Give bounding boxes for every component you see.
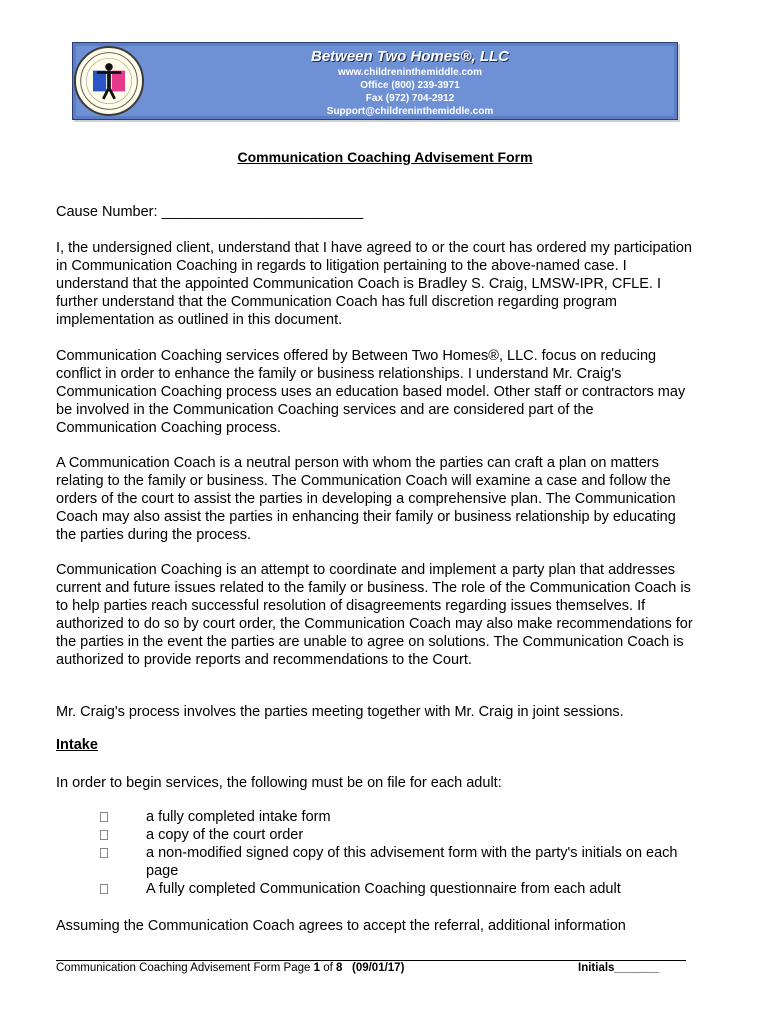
list-item bbox=[100, 880, 700, 898]
intake-heading: Intake bbox=[56, 737, 98, 753]
paragraph-joint-sessions: Mr. Craig's process involves the parties meeting together with Mr. Craig in joint sessions. bbox=[56, 704, 624, 720]
list-item bbox=[100, 844, 700, 880]
checkbox-icon[interactable] bbox=[100, 830, 108, 840]
cause-number-field[interactable]: Cause Number: _________________________ bbox=[56, 204, 364, 220]
checkbox-icon[interactable] bbox=[100, 812, 108, 822]
checkbox-icon[interactable] bbox=[100, 884, 108, 894]
initials-field[interactable]: Initials_______ bbox=[578, 962, 660, 974]
list-item-label: a non-modified signed copy of this advisement form with the party's initials on each page bbox=[146, 845, 678, 879]
intake-intro: In order to begin services, the following must be on file for each adult: bbox=[56, 775, 502, 791]
footer-page-total: 8 bbox=[335, 962, 343, 974]
company-website[interactable]: www.childreninthemiddle.com bbox=[337, 67, 483, 78]
list-item bbox=[100, 826, 700, 844]
footer-page-of: of bbox=[320, 962, 336, 974]
footer-divider bbox=[56, 960, 686, 961]
footer-form-name: Communication Coaching Advisement Form Page bbox=[56, 962, 314, 974]
footer-page-current: 1 bbox=[313, 962, 320, 974]
list-item-label: A fully completed Communication Coaching questionnaire from each adult bbox=[146, 881, 621, 897]
intake-checklist bbox=[100, 808, 700, 898]
paragraph-coaching-definition: Communication Coaching is an attempt to coordinate and implement a party plan that addresses current and future issues related to the family or business. The role of the Communication Coach is to help parties reach successful resolution of disagreements regarding issues themselves. If authorized to do so by court order, the Communication Coach may also make recommendations for the parties in the event the parties are unable to agree on solutions. The Communication Coach is authorized to provide reports and recommendations to the Court. bbox=[56, 562, 693, 668]
closing-paragraph: Assuming the Communication Coach agrees to accept the referral, additional information bbox=[56, 918, 626, 934]
list-item-label: a fully completed intake form bbox=[146, 809, 331, 825]
paragraph-agreement: I, the undersigned client, understand that I have agreed to or the court has ordered my participation in Communication Coaching in regards to litigation pertaining to the above-named case. I understand that the appointed Communication Coach is Bradley S. Craig, LMSW-IPR, CFLE. I further understand that the Communication Coach has full discretion regarding program implementation as outlined in this document. bbox=[56, 240, 692, 328]
company-office-phone: Office (800) 239-3971 bbox=[360, 80, 460, 91]
page-footer bbox=[56, 962, 404, 974]
paragraph-coach-role: A Communication Coach is a neutral person with whom the parties can craft a plan on matters relating to the family or business. The Communication Coach will examine a case and follow the orders of the court to assist the parties in developing a comprehensive plan. The Communication Coach may also assist the parties in enhancing their family or business relationship by educating the parties during the process. bbox=[56, 455, 676, 543]
company-email[interactable]: Support@childreninthemiddle.com bbox=[326, 106, 494, 117]
list-item-label: a copy of the court order bbox=[146, 827, 304, 843]
company-name: Between Two Homes®, LLC bbox=[310, 48, 510, 65]
paragraph-services: Communication Coaching services offered by Between Two Homes®, LLC. focus on reducing conflict in order to enhance the family or business relationships. I understand Mr. Craig's Communication Coaching process uses an education based model. Other staff or contractors may be involved in the Communication Coaching services and are considered part of the Communication Coaching process. bbox=[56, 348, 686, 436]
checkbox-icon[interactable] bbox=[100, 848, 108, 858]
footer-date: (09/01/17) bbox=[351, 962, 405, 974]
company-fax: Fax (972) 704-2912 bbox=[365, 93, 455, 104]
document-title: Communication Coaching Advisement Form bbox=[237, 149, 533, 165]
list-item bbox=[100, 808, 700, 826]
family-house-logo-icon bbox=[74, 46, 144, 116]
